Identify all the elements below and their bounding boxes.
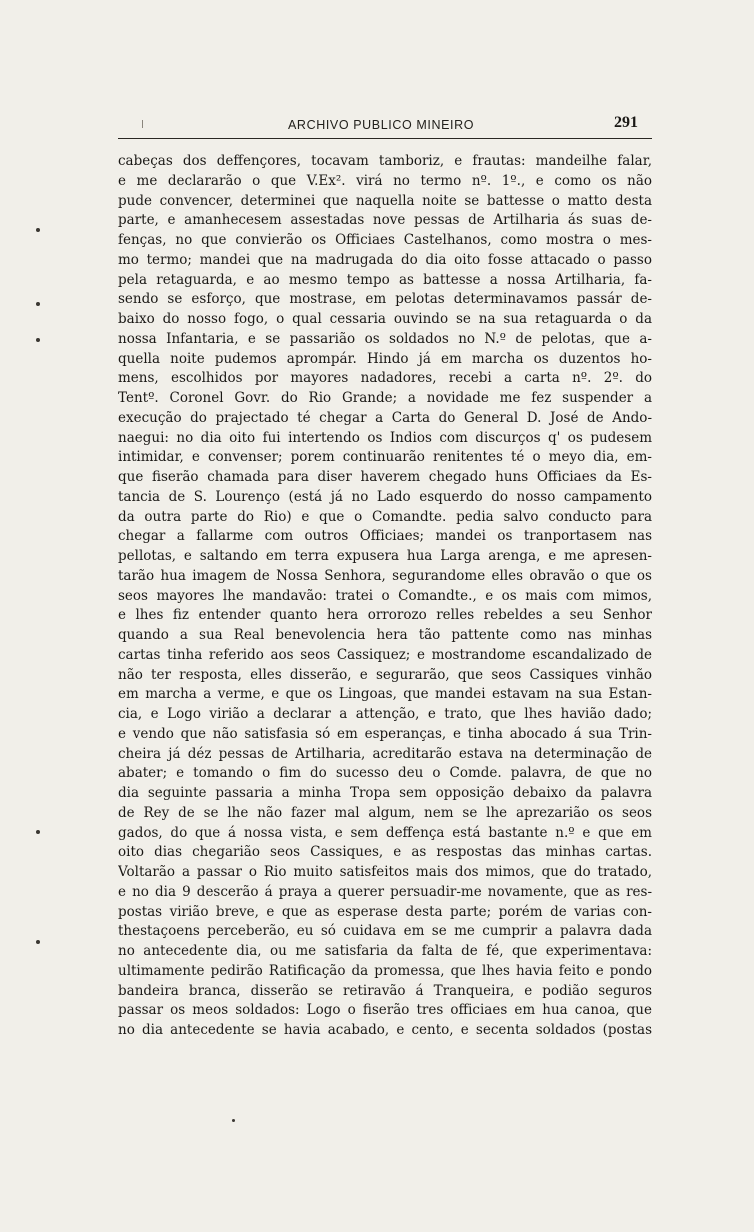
text-line: no dia antecedente se havia acabado, e cento, e secenta soldados (postas [118, 1022, 652, 1038]
margin-speck [36, 338, 40, 342]
text-line: Voltarão a passar o Rio muito satisfeitos mais dos mimos, que do tratado, [118, 864, 652, 880]
text-line: intimidar, e convenser; porem continuarão renitentes té o meyo dia, em- [118, 449, 652, 466]
text-line: naegui: no dia oito fui intertendo os Indios com discurços q' os pudesem [118, 429, 652, 446]
text-line: e vendo que não satisfasia só em esperanças, e tinha abocado á sua Trin- [118, 725, 652, 742]
text-line: baixo do nosso fogo, o qual cessaria ouvindo se na sua retaguarda o da [118, 311, 652, 327]
text-line: seos mayores lhe mandavão: tratei o Comandte., e os mais com mimos, [118, 587, 652, 604]
text-line: bandeira branca, disserão se retiravão á Tranqueira, e podião seguros [118, 982, 652, 999]
text-line: que fiserão chamada para diser haverem chegado huns Officiaes da Es- [118, 469, 652, 485]
text-line: cabeças dos deffençores, tocavam tamboriz, e frautas: mandeilhe falar, [118, 153, 652, 169]
text-line: da outra parte do Rio) e que o Comandte. pedia salvo conducto para [118, 508, 652, 525]
text-line: abater; e tomando o fim do sucesso deu o Comde. palavra, de que no [118, 765, 652, 782]
margin-speck [36, 830, 40, 834]
text-line: gados, do que á nossa vista, e sem deffença está bastante n.º e que em [118, 824, 652, 841]
text-line: parte, e amanhecesem assestadas nove pessas de Artilharia ás suas de- [118, 212, 652, 229]
text-line: mens, escolhidos por mayores nadadores, recebi a carta nº. 2º. do [118, 370, 652, 387]
text-line: não ter resposta, elles disserão, e segurarão, que seos Cassiques vinhão [118, 666, 652, 683]
text-line: em marcha a verme, e que os Lingoas, que mandei estavam na sua Estan- [118, 686, 652, 703]
text-line: pela retaguarda, e ao mesmo tempo as battesse a nossa Artilharia, fa- [118, 271, 652, 288]
text-line: ultimamente pedirão Ratificação da promessa, que lhes havia feito e pondo [118, 962, 652, 979]
text-line: postas virião breve, e que as esperase desta parte; porém de varias con- [118, 903, 652, 920]
margin-speck [36, 228, 40, 232]
running-head: ARCHIVO PUBLICO MINEIRO [288, 118, 475, 132]
text-line: passar os meos soldados: Logo o fiserão tres officiaes em hua canoa, que [118, 1002, 652, 1019]
text-line: nossa Infantaria, e se passarião os soldados no N.º de pelotas, que a- [118, 330, 652, 347]
text-line: e me declararão o que V.Ex². virá no termo nº. 1º., e como os não [118, 172, 652, 189]
text-line: no antecedente dia, ou me satisfaria da falta de fé, que experimentava: [118, 943, 652, 959]
text-line: cartas tinha referido aos seos Cassiquez; e mostrandome escandalizado de [118, 646, 652, 663]
text-line: dia seguinte passaria a minha Tropa sem opposição debaixo da palavra [118, 785, 652, 801]
text-line: tancia de S. Lourenço (está já no Lado esquerdo do nosso campamento [118, 488, 652, 505]
text-line: quando a sua Real benevolencia hera tão pattente como nas minhas [118, 627, 652, 643]
text-line: pellotas, e saltando em terra expusera hua Larga arenga, e me apresen- [118, 548, 652, 564]
text-line: tarão hua imagem de Nossa Senhora, segurandome elles obravão o que os [118, 567, 652, 584]
text-line: chegar a fallarme com outros Officiaes; mandei os tranportasem nas [118, 528, 652, 545]
page-number: 291 [614, 114, 638, 131]
text-line: execução do prajectado té chegar a Carta do General D. José de Ando- [118, 409, 652, 426]
text-line: Tentº. Coronel Govr. do Rio Grande; a novidade me fez suspender a [118, 390, 652, 406]
margin-speck [36, 302, 40, 306]
text-line: cia, e Logo virião a declarar a attenção, e trato, que lhes havião dado; [118, 706, 652, 722]
text-line: pude convencer, determinei que naquella noite se battesse o matto desta [118, 192, 652, 209]
text-line: mo termo; mandei que na madrugada do dia oito fosse attacado o passo [118, 251, 652, 268]
header-rule [118, 138, 652, 139]
text-line: cheira já déz pessas de Artilharia, acreditarão estava na determinação de [118, 745, 652, 762]
bottom-speck [232, 1119, 235, 1122]
text-line: de Rey de se lhe não fazer mal algum, nem se lhe aprezarião os seos [118, 804, 652, 821]
margin-speck [36, 940, 40, 944]
text-line: e no dia 9 descerão á praya a querer persuadir-me novamente, que as res- [118, 883, 652, 900]
body-text [118, 152, 652, 1041]
text-line: oito dias chegarião seos Cassiques, e as respostas das minhas cartas. [118, 844, 652, 861]
text-line: thestaçoens perceberão, eu só cuidava em se me cumprir a palavra dada [118, 923, 652, 940]
page-header [118, 114, 650, 140]
text-line: e lhes fiz entender quanto hera orrorozo relles rebeldes a seu Senhor [118, 607, 652, 624]
text-line: fenças, no que convierão os Officiaes Castelhanos, como mostra o mes- [118, 232, 652, 248]
text-line: sendo se esforço, que mostrase, em pelotas determinavamos passár de- [118, 291, 652, 308]
text-line: quella noite pudemos aprompár. Hindo já em marcha os duzentos ho- [118, 350, 652, 367]
